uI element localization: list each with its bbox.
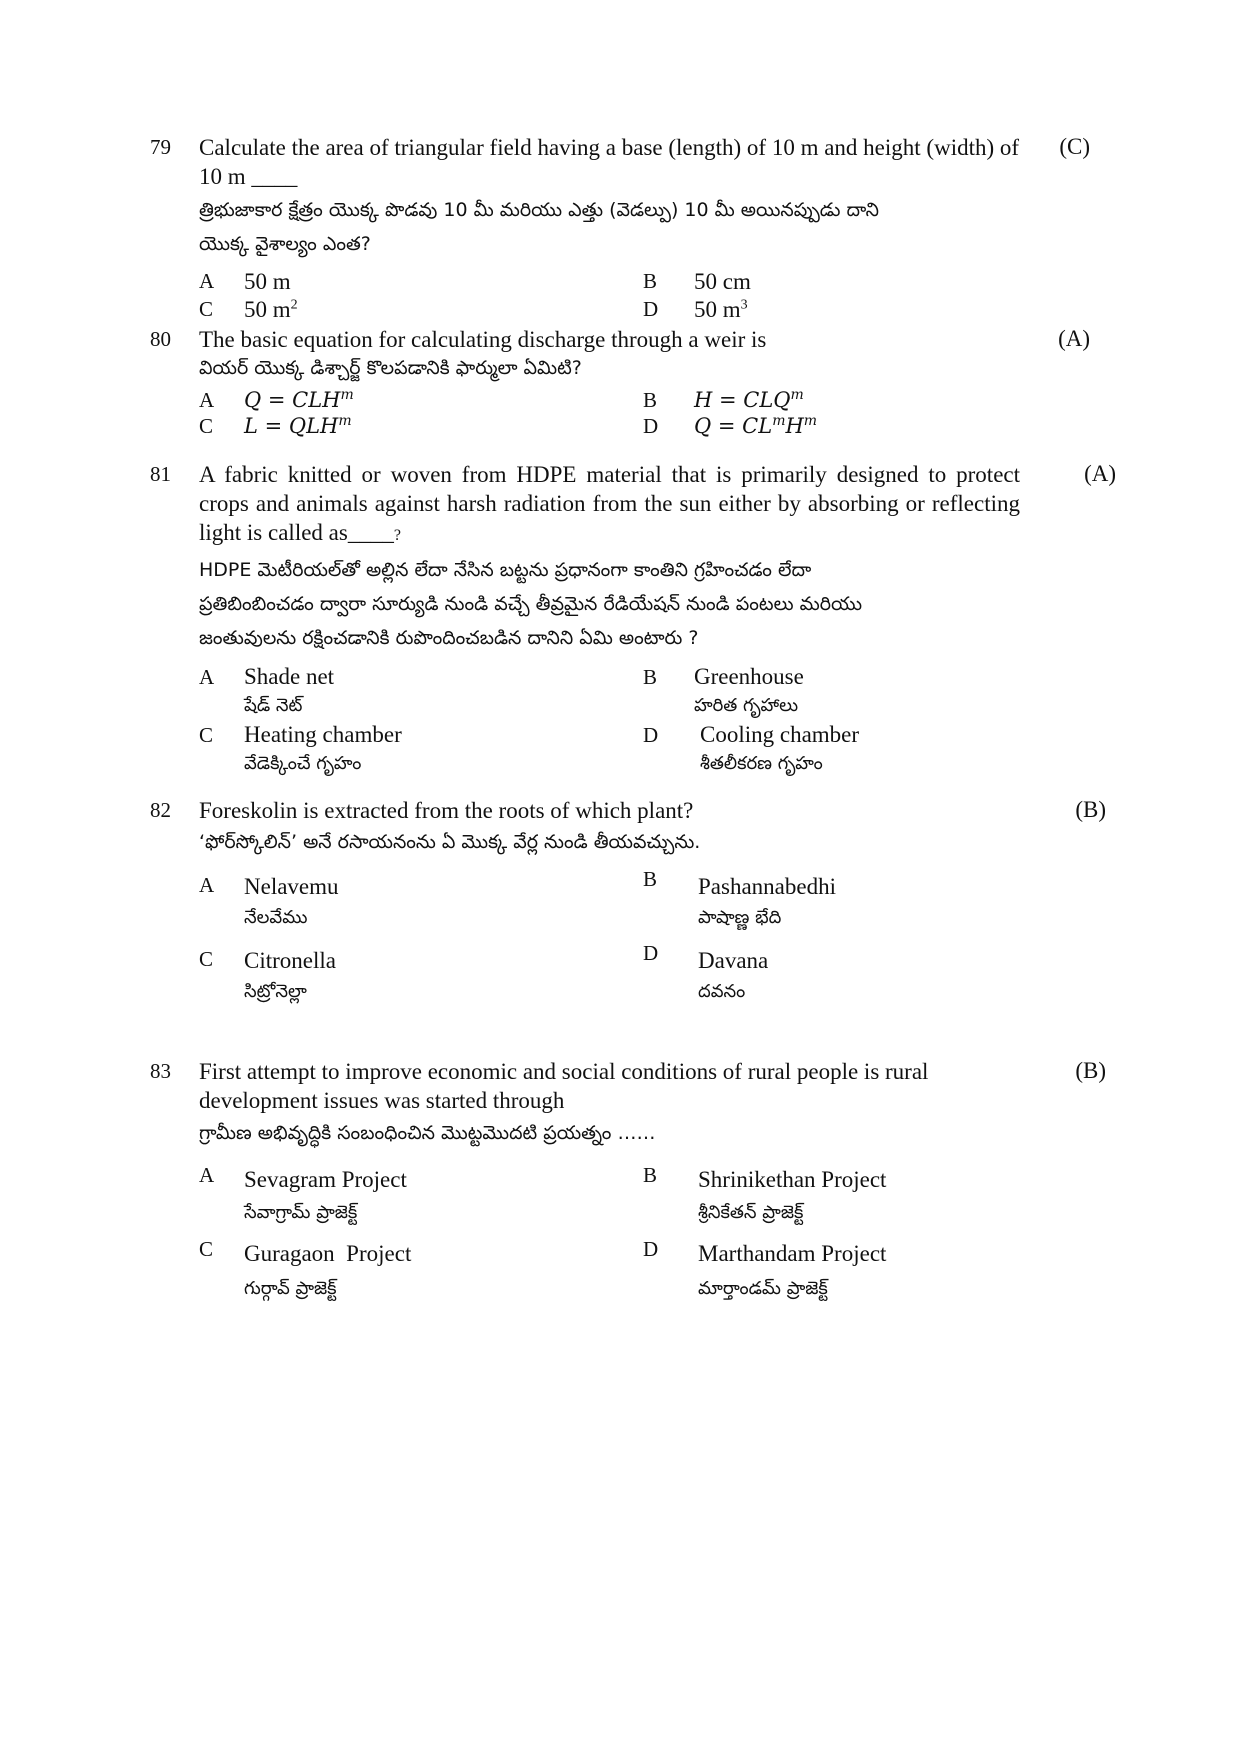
question-number: 79 [150, 135, 171, 159]
question-text-en: Calculate the area of triangular field having a base (length) of 10 m and height (width) of 10 m ____ [199, 135, 1020, 189]
options [199, 1161, 1020, 1311]
option-text-te: శ్రీనికేతన్ ప్రాజెక్ట్ [698, 1202, 804, 1223]
question-number: 83 [150, 1059, 171, 1083]
option-text: Heating chamber [244, 722, 402, 747]
option-text: Sevagram Project [244, 1167, 407, 1192]
question-number: 80 [150, 327, 171, 351]
option-text: Marthandam Project [698, 1241, 887, 1266]
option-text: Guragaon Project [244, 1241, 412, 1266]
option-text: Shade net [244, 664, 335, 689]
option-formula: $Q = CLH^m$ [244, 387, 354, 412]
question-text-te-line: జంతువులను రక్షించడానికి రుపొందించబడిన దానిని ఏమి అంటారు ? [199, 627, 699, 649]
question-number: 81 [150, 462, 171, 486]
option-label: D [643, 414, 659, 438]
option-label: B [643, 1163, 658, 1187]
option-label: C [199, 947, 214, 971]
option-label: C [199, 297, 214, 321]
option-text-te: నేలవేము [244, 907, 308, 928]
option-label: A [199, 269, 215, 293]
question-number: 82 [150, 798, 171, 822]
option-label: D [643, 1237, 659, 1261]
option-text-te: మార్తాండమ్ ప్రాజెక్ట్ [698, 1278, 828, 1299]
question-79 [150, 133, 1090, 323]
options [199, 267, 1020, 323]
question-82 [150, 796, 1106, 1011]
answer-key: (A) [1084, 461, 1116, 486]
option-label: D [643, 297, 659, 321]
answer-key: (B) [1075, 1058, 1106, 1083]
option-label: D [643, 723, 659, 747]
option-text: Nelavemu [244, 874, 339, 899]
option-label: D [643, 941, 659, 965]
option-formula: $H = CLQ^m$ [694, 387, 804, 412]
option-label: B [643, 388, 658, 412]
option-text: Greenhouse [694, 664, 804, 689]
question-text-te-line: వియర్ యొక్క డిశ్చార్జ్ కొలపడానికి ఫార్ములా ఏమిటి? [199, 357, 582, 379]
answer-blank: ____ [251, 164, 298, 189]
question-81 [150, 460, 1116, 783]
question-text-te-line: ప్రతిబింబించడం ద్వారా సూర్యుడి నుండి వచ్చే తీవ్రమైన రేడియేషన్ నుండి పంటలు మరియు [199, 593, 863, 615]
question-text-en: The basic equation for calculating discharge through a weir is [199, 327, 767, 352]
option-text: Cooling chamber [700, 722, 860, 747]
option-text: Citronella [244, 948, 336, 973]
option-label: C [199, 414, 214, 438]
option-text-te: హరిత గృహాలు [694, 695, 799, 716]
option-text-te: దవనం [698, 981, 746, 1002]
question-text-te-line: గ్రామీణ అభివృద్ధికి సంబంధించిన మొట్టమొదటి ప్రయత్నం …… [199, 1122, 656, 1144]
options [199, 386, 1020, 442]
option-label: C [199, 723, 214, 747]
option-label: A [199, 873, 215, 897]
answer-key: (B) [1075, 797, 1106, 822]
option-label: C [199, 1237, 214, 1261]
question-text-te-line: HDPE మెటీరియల్‌తో అల్లిన లేదా నేసిన బట్టను ప్రధానంగా కాంతిని గ్రహించడం లేదా [199, 559, 812, 581]
option-text-te: సేవాగ్రామ్ ప్రాజెక్ట్ [244, 1202, 358, 1223]
question-text-en: Foreskolin is extracted from the roots of which plant? [199, 798, 694, 823]
option-text: Shrinikethan Project [698, 1167, 887, 1192]
option-label: A [199, 665, 215, 689]
option-text: Pashannabedhi [698, 874, 836, 899]
options [199, 867, 1020, 1011]
question-80 [150, 325, 1090, 442]
option-text-te: వేడెక్కించే గృహం [244, 753, 362, 774]
option-text: 50 cm [694, 269, 751, 294]
option-text-te: గుర్గావ్ ప్రాజెక్ట్ [244, 1278, 337, 1299]
option-label: A [199, 388, 215, 412]
option-text: Davana [698, 948, 769, 973]
option-label: B [643, 867, 658, 891]
options [199, 663, 1020, 783]
question-text-en: A fabric knitted or woven from HDPE material that is primarily designed to protect crops and animals against harsh radiation from the sun either by absorbing or reflecting light is called as____? [199, 462, 1020, 545]
option-label: B [643, 269, 658, 293]
question-83 [150, 1057, 1106, 1311]
answer-blank: ____ [347, 520, 394, 545]
option-formula: $Q = CL^mH^m$ [694, 413, 818, 438]
option-text-te: శీతలీకరణ గృహం [700, 753, 823, 774]
question-mark: ? [393, 527, 401, 544]
question-text-te-line: త్రిభుజాకార క్షేత్రం యొక్క పొడవు 10 మీ మరియు ఎత్తు (వెడల్పు) 10 మీ అయినప్పుడు దాని [199, 199, 879, 221]
option-label: B [643, 665, 658, 689]
option-text-te: పాషాణ్ణ భేది [698, 907, 782, 928]
question-text-te-line: ‘ఫోర్‌స్కోలిన్’ అనే రసాయనంను ఏ మొక్క వేర్ల నుండి తీయవచ్చును. [199, 831, 701, 853]
option-text-te: సిట్రోనెల్లా [244, 981, 307, 1002]
question-text-en: First attempt to improve economic and social conditions of rural people is rural development issues was started through [199, 1059, 929, 1113]
option-formula: $L = QLH^m$ [244, 413, 352, 438]
option-text: 50 $m^2$ [244, 297, 298, 322]
option-text: 50 m [244, 269, 291, 294]
answer-key: (A) [1058, 326, 1090, 351]
question-text-te-line: యొక్క వైశాల్యం ఎంత? [199, 233, 371, 255]
answer-key: (C) [1059, 134, 1090, 159]
option-text-te: షేడ్ నెట్ [244, 695, 303, 716]
option-label: A [199, 1163, 215, 1187]
option-text: 50 $m^3$ [694, 297, 748, 322]
